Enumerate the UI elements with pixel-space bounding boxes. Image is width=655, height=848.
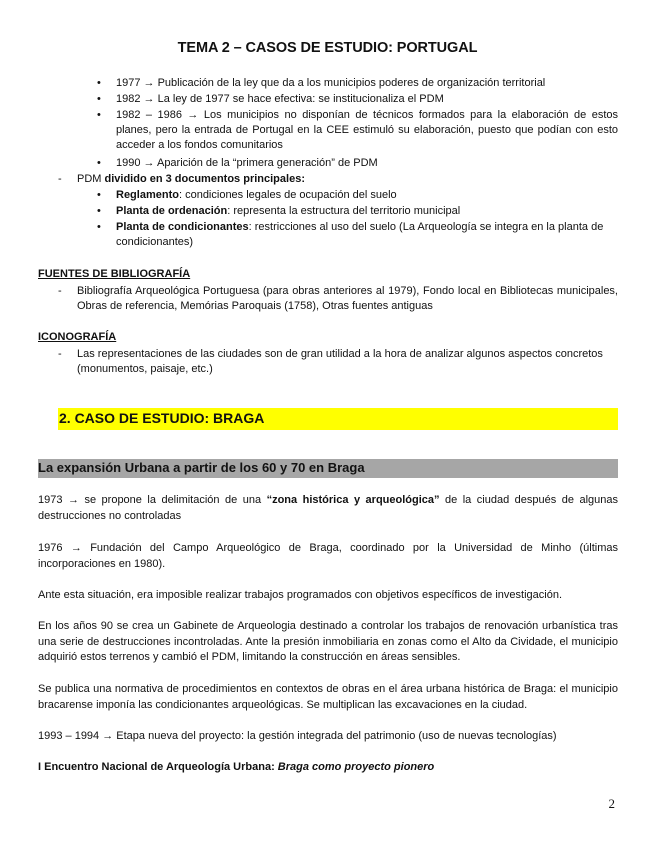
section-heading-band [58, 408, 618, 430]
bullet-icon: • [97, 93, 101, 105]
fuentes-text: Bibliografía Arqueológica Portuguesa (para obras anteriores al 1979), Fondo local en Bibliotecas municipales, Obras de referencia, Memórias Paroquais (1758), Otras fuentes antiguas [77, 285, 618, 312]
subsection-heading-band [38, 459, 618, 478]
dash-icon: - [58, 285, 62, 297]
paragraph-emphasis: “zona histórica y arqueológica” [266, 494, 440, 506]
page-number: 2 [608, 796, 615, 811]
pdm-item-desc: : representa la estructura del territorio municipal [227, 205, 461, 217]
paragraph: 1993 – 1994 → Etapa nueva del proyecto: la gestión integrada del patrimonio (uso de nuevas tecnologías) [38, 730, 557, 742]
paragraph [38, 760, 618, 776]
pdm-item [116, 204, 622, 219]
paragraph: Se publica una normativa de procedimientos en contextos de obras en el área urbana histórica de Braga: el municipio bracarense imponía las condicionantes arqueológicas. Se multiplican las excavaciones en la ciudad. [38, 683, 618, 711]
bullet-icon: • [97, 77, 101, 89]
timeline-item: 1990 → Aparición de la “primera generación” de PDM [116, 157, 378, 169]
pdm-item [116, 188, 622, 203]
bullet-icon: • [97, 189, 101, 201]
page-title: TEMA 2 – CASOS DE ESTUDIO: PORTUGAL [177, 40, 478, 56]
pdm-bold: dividido en 3 documentos principales: [104, 173, 305, 185]
fuentes-heading: FUENTES DE BIBLIOGRAFÍA [38, 268, 191, 280]
paragraph: Ante esta situación, era imposible realizar trabajos programados con objetivos específicos de investigación. [38, 589, 563, 601]
dash-icon: - [58, 348, 62, 360]
subsection-heading: La expansión Urbana a partir de los 60 y 70 en Braga [38, 460, 365, 475]
iconografia-heading: ICONOGRAFÍA [38, 331, 117, 343]
iconografia-text: Las representaciones de las ciudades son de gran utilidad a la hora de analizar algunos aspectos concretos (monumentos, paisaje, etc.) [77, 348, 603, 375]
paragraph-text: 1973 → se propone la delimitación de una [38, 494, 267, 506]
timeline-item: 1982 – 1986 → Los municipios no disponían de técnicos formados para la elaboración de estos planes, pero la entrada de Portugal en la CEE estimuló su elaboración, puesto que podían con esto acceder a los fondos comunitarios [116, 109, 618, 151]
dash-icon: - [58, 173, 62, 185]
timeline-item: 1977 → Publicación de la ley que da a los municipios poderes de organización territorial [116, 77, 546, 89]
pdm-item-desc: : condiciones legales de ocupación del suelo [178, 189, 397, 201]
bullet-icon: • [97, 205, 101, 217]
pdm-line [77, 172, 305, 187]
bullet-icon: • [97, 221, 101, 233]
paragraph-text: de la ciudad después de algunas destrucciones no controladas [38, 494, 619, 522]
pdm-item-desc: : restricciones al uso del suelo (La Arqueología se integra en la planta de condicionantes) [116, 221, 604, 248]
section-heading: 2. CASO DE ESTUDIO: BRAGA [59, 410, 265, 426]
timeline-item: 1982 → La ley de 1977 se hace efectiva: se institucionaliza el PDM [116, 93, 444, 105]
pdm-prefix: PDM [77, 173, 105, 185]
paragraph: 1976 → Fundación del Campo Arqueológico de Braga, coordinado por la Universidad de Minho (últimas incorporaciones en 1980). [38, 542, 618, 570]
paragraph-emphasis: I Encuentro Nacional de Arqueología Urbana: [38, 761, 278, 773]
paragraph [38, 493, 618, 524]
bullet-icon: • [97, 157, 101, 169]
bullet-icon: • [97, 109, 101, 121]
pdm-item-term: Reglamento [116, 189, 179, 201]
paragraph-italic: Braga como proyecto pionero [277, 761, 435, 773]
pdm-item [116, 220, 618, 250]
pdm-item-term: Planta de ordenación [116, 205, 228, 217]
paragraph: En los años 90 se crea un Gabinete de Arqueologia destinado a controlar los trabajos de renovación urbanística tras una serie de destrucciones incontroladas. Ante la presión inmobiliaria en zonas como el Alto da Cividade, el municipio adquirió estos terrenos y cambió el PDM, limitando la construcción en áreas sensibles. [38, 620, 618, 663]
pdm-item-term: Planta de condicionantes [116, 221, 249, 233]
